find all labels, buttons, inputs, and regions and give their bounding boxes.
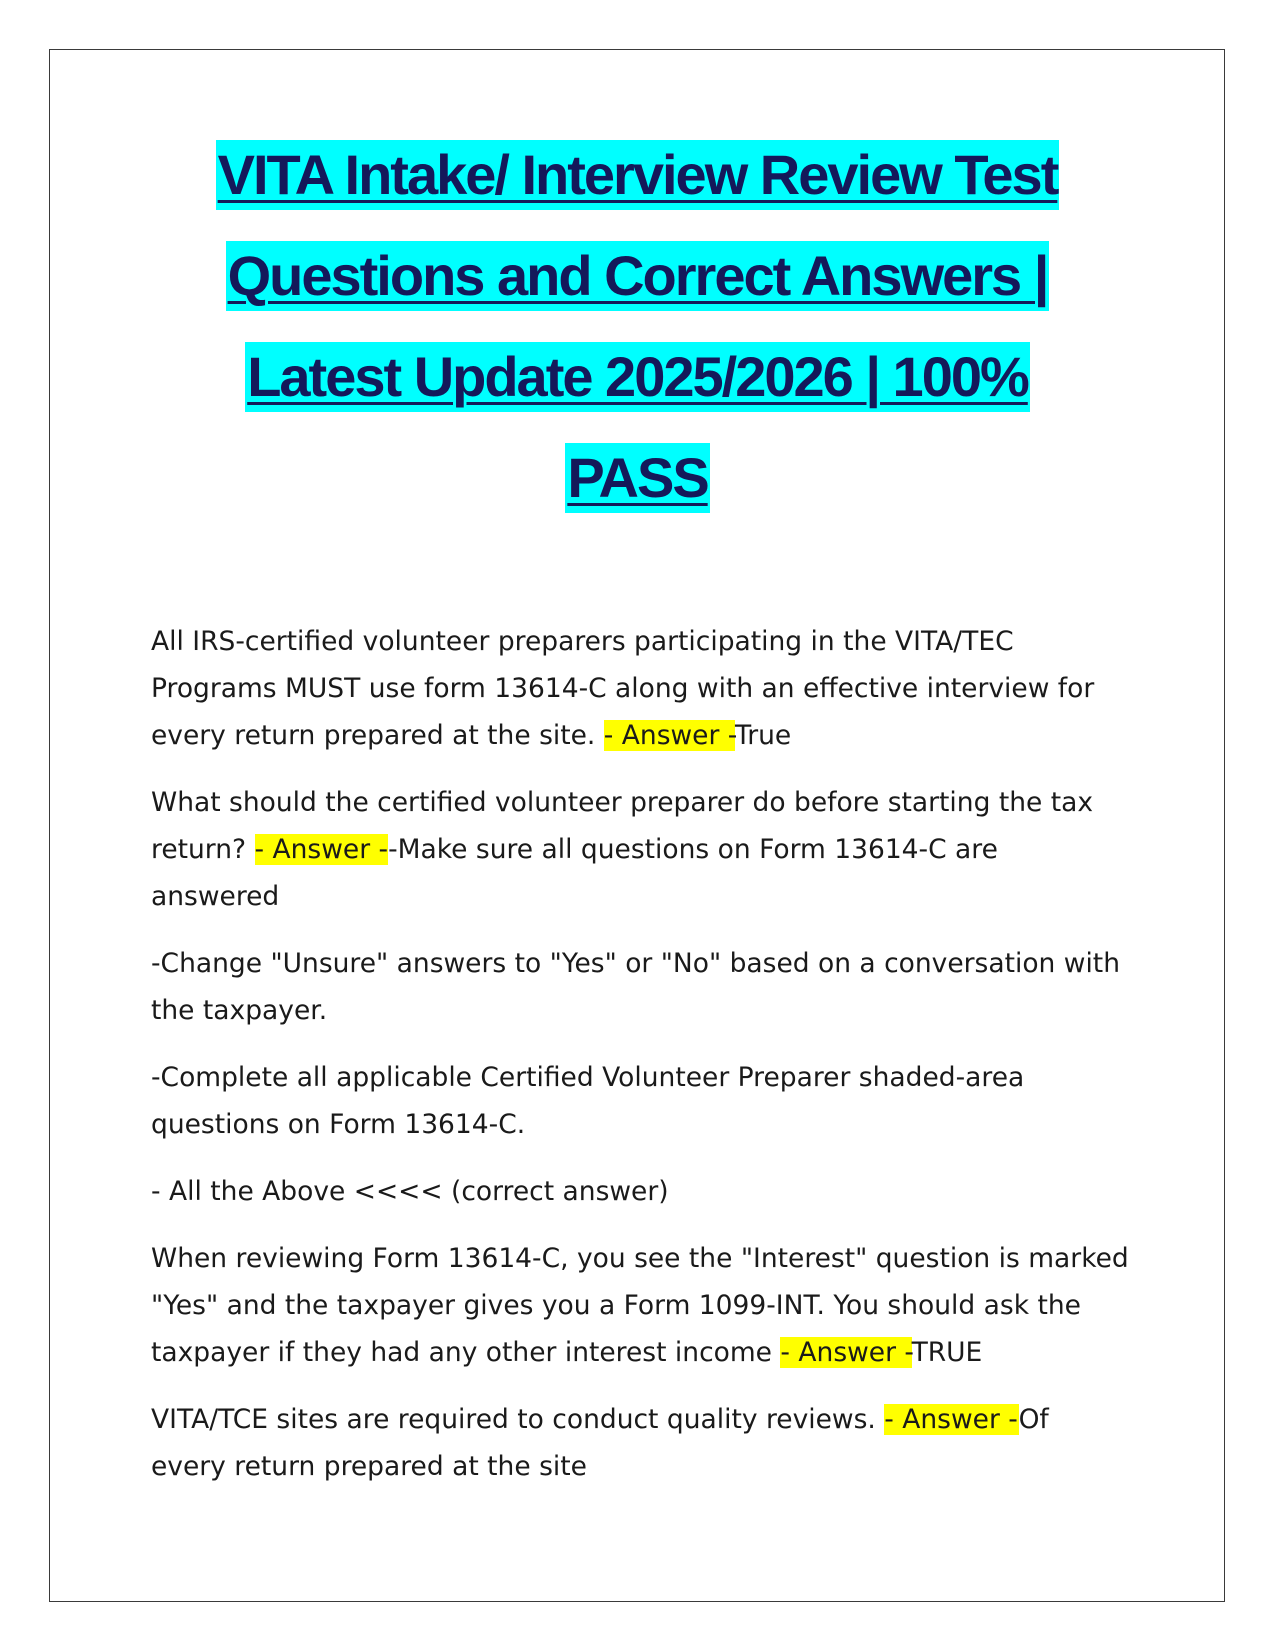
answer-text: Of every return prepared at the site — [151, 1404, 1049, 1482]
qa-item-1 — [151, 618, 1131, 759]
answer-marker: - Answer - — [603, 720, 735, 751]
answer-marker: - Answer - — [254, 834, 389, 865]
title-line-4: PASS — [565, 443, 709, 513]
answer-marker: - Answer - — [884, 1404, 1019, 1435]
answer-text: True — [734, 720, 792, 751]
answer-marker: - Answer - — [780, 1337, 912, 1368]
answer-text: -Make sure all questions on Form 13614-C are answered — [151, 834, 998, 912]
answer-option: - All the Above <<<< (correct answer) — [151, 1176, 669, 1207]
question-text: What should the certified volunteer preparer do before starting the tax return? — [151, 787, 1094, 865]
answer-option: -Change "Unsure" answers to "Yes" or "No" based on a conversation with the taxpayer. — [151, 948, 1120, 1026]
qa-item-2 — [151, 779, 1131, 920]
question-text: All IRS-certified volunteer preparers participating in the VITA/TEC Programs MUST use form 13614-C along with an effective interview for every return prepared at the site. — [151, 626, 1095, 751]
qa-item-4 — [151, 1396, 1131, 1490]
qa-list — [151, 618, 1131, 1510]
answer-text: TRUE — [911, 1337, 983, 1368]
title-line-1: VITA Intake/ Interview Review Test — [216, 140, 1060, 210]
title-line-3: Latest Update 2025/2026 | 100% — [245, 342, 1030, 412]
document-title — [100, 140, 1175, 544]
qa-item-3 — [151, 1235, 1131, 1376]
title-line-2: Questions and Correct Answers | — [226, 241, 1050, 311]
answer-option: -Complete all applicable Certified Volunteer Preparer shaded-area questions on Form 13614-C. — [151, 1062, 1025, 1140]
question-text: VITA/TCE sites are required to conduct quality reviews. — [151, 1404, 885, 1435]
question-text: When reviewing Form 13614-C, you see the "Interest" question is marked "Yes" and the taxpayer gives you a Form 1099-INT. You should ask the taxpayer if they had any other interest income — [151, 1243, 1129, 1368]
